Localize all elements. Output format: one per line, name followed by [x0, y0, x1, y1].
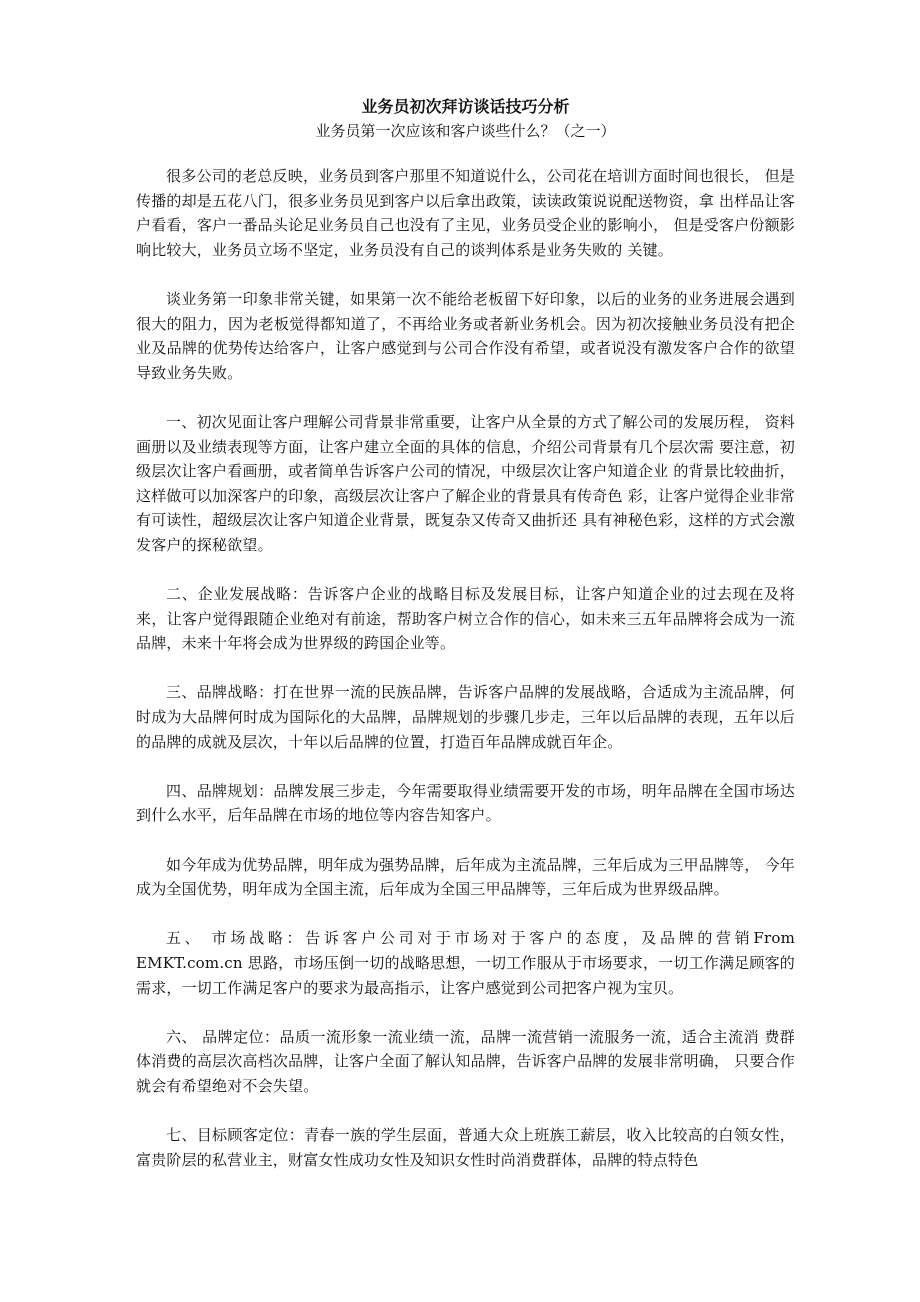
- document-title: 业务员初次拜访谈话技巧分析: [361, 97, 570, 116]
- paragraph-brand-positioning: 六、 品牌定位：品质一流形象一流业绩一流，品牌一流营销一流服务一流，适合主流消 费群体消费的高层次高档次品牌，让客户全面了解认知品牌，告诉客户品牌的发展非常明确， 只要合作就会有希望绝对不会失望。: [136, 1027, 795, 1095]
- paragraph-first-impression: 谈业务第一印象非常关键，如果第一次不能给老板留下好印象，以后的业务的业务进展会遇到很大的阻力，因为老板觉得都知道了，不再给业务或者新业务机会。因为初次接触业务员没有把企业及品牌的优势传达给客户，让客户感觉到与公司合作没有希望，或者说没有激发客户合作的欲望导致业务失败。: [136, 289, 795, 382]
- document-subtitle: 业务员第一次应该和客户谈些什么？（之一）: [315, 122, 616, 140]
- paragraph-intro: 很多公司的老总反映，业务员到客户那里不知道说什么，公司花在培训方面时间也很长， 但是传播的却是五花八门，很多业务员见到客户以后拿出政策，读读政策说说配送物资，拿 出样品让客户看看，客户一番品头论足业务员自己也没有了主见，业务员受企业的影响小， 但是受客户份额影响比较大，业务员立场不坚定，业务员没有自己的谈判体系是业务失败的 关键。: [136, 167, 795, 259]
- paragraph-target-customer: 七、目标顾客定位：青春一族的学生层面，普通大众上班族工薪层，收入比较高的白领女性，富贵阶层的私营业主，财富女性成功女性及知识女性时尚消费群体，品牌的特点特色: [136, 1126, 795, 1169]
- paragraph-market-strategy: 五、 市场战略：告诉客户公司对于市场对于客户的态度，及品牌的营销From EMKT.com.cn 思路，市场压倒一切的战略思想，一切工作服从于市场要求，一切工作满足顾客的需求，一切工作满足客户的要求为最高指示，让客户感觉到公司把客户视为宝贝。: [136, 929, 795, 997]
- paragraph-company-background: 一、初次见面让客户理解公司背景非常重要，让客户从全景的方式了解公司的发展历程， 资料画册以及业绩表现等方面，让客户建立全面的具体的信息，介绍公司背景有几个层次需 要注意，初级层次让客户看画册，或者简单告诉客户公司的情况，中级层次让客户知道企业 的背景比较曲折，这样做可以加深客户的印象，高级层次让客户了解企业的背景具有传奇色 彩，让客户觉得企业非常有可读性，超级层次让客户知道企业背景，既复杂又传奇又曲折还 具有神秘色彩，这样的方式会激发客户的探秘欲望。: [136, 412, 795, 554]
- document-page: [136, 96, 795, 1197]
- paragraph-development-strategy: 二、企业发展战略：告诉客户企业的战略目标及发展目标，让客户知道企业的过去现在及将来，让客户觉得跟随企业绝对有前途，帮助客户树立合作的信心，如未来三五年品牌将会成为一流品牌，未来十年将会成为世界级的跨国企业等。: [136, 585, 795, 653]
- paragraph-brand-strategy: 三、品牌战略：打在世界一流的民族品牌，告诉客户品牌的发展战略，合适成为主流品牌，何时成为大品牌何时成为国际化的大品牌，品牌规划的步骤几步走，三年以后品牌的表现，五年以后的品牌的成就及层次，十年以后品牌的位置，打造百年品牌成就百年企。: [136, 683, 795, 751]
- paragraph-brand-planning: 四、品牌规划：品牌发展三步走，今年需要取得业绩需要开发的市场，明年品牌在全国市场达到什么水平，后年品牌在市场的地位等内容告知客户。: [136, 781, 795, 825]
- paragraph-brand-planning-example: 如今年成为优势品牌，明年成为强势品牌，后年成为主流品牌，三年后成为三甲品牌等， 今年成为全国优势，明年成为全国主流，后年成为全国三甲品牌等，三年后成为世界级品牌。: [136, 855, 795, 899]
